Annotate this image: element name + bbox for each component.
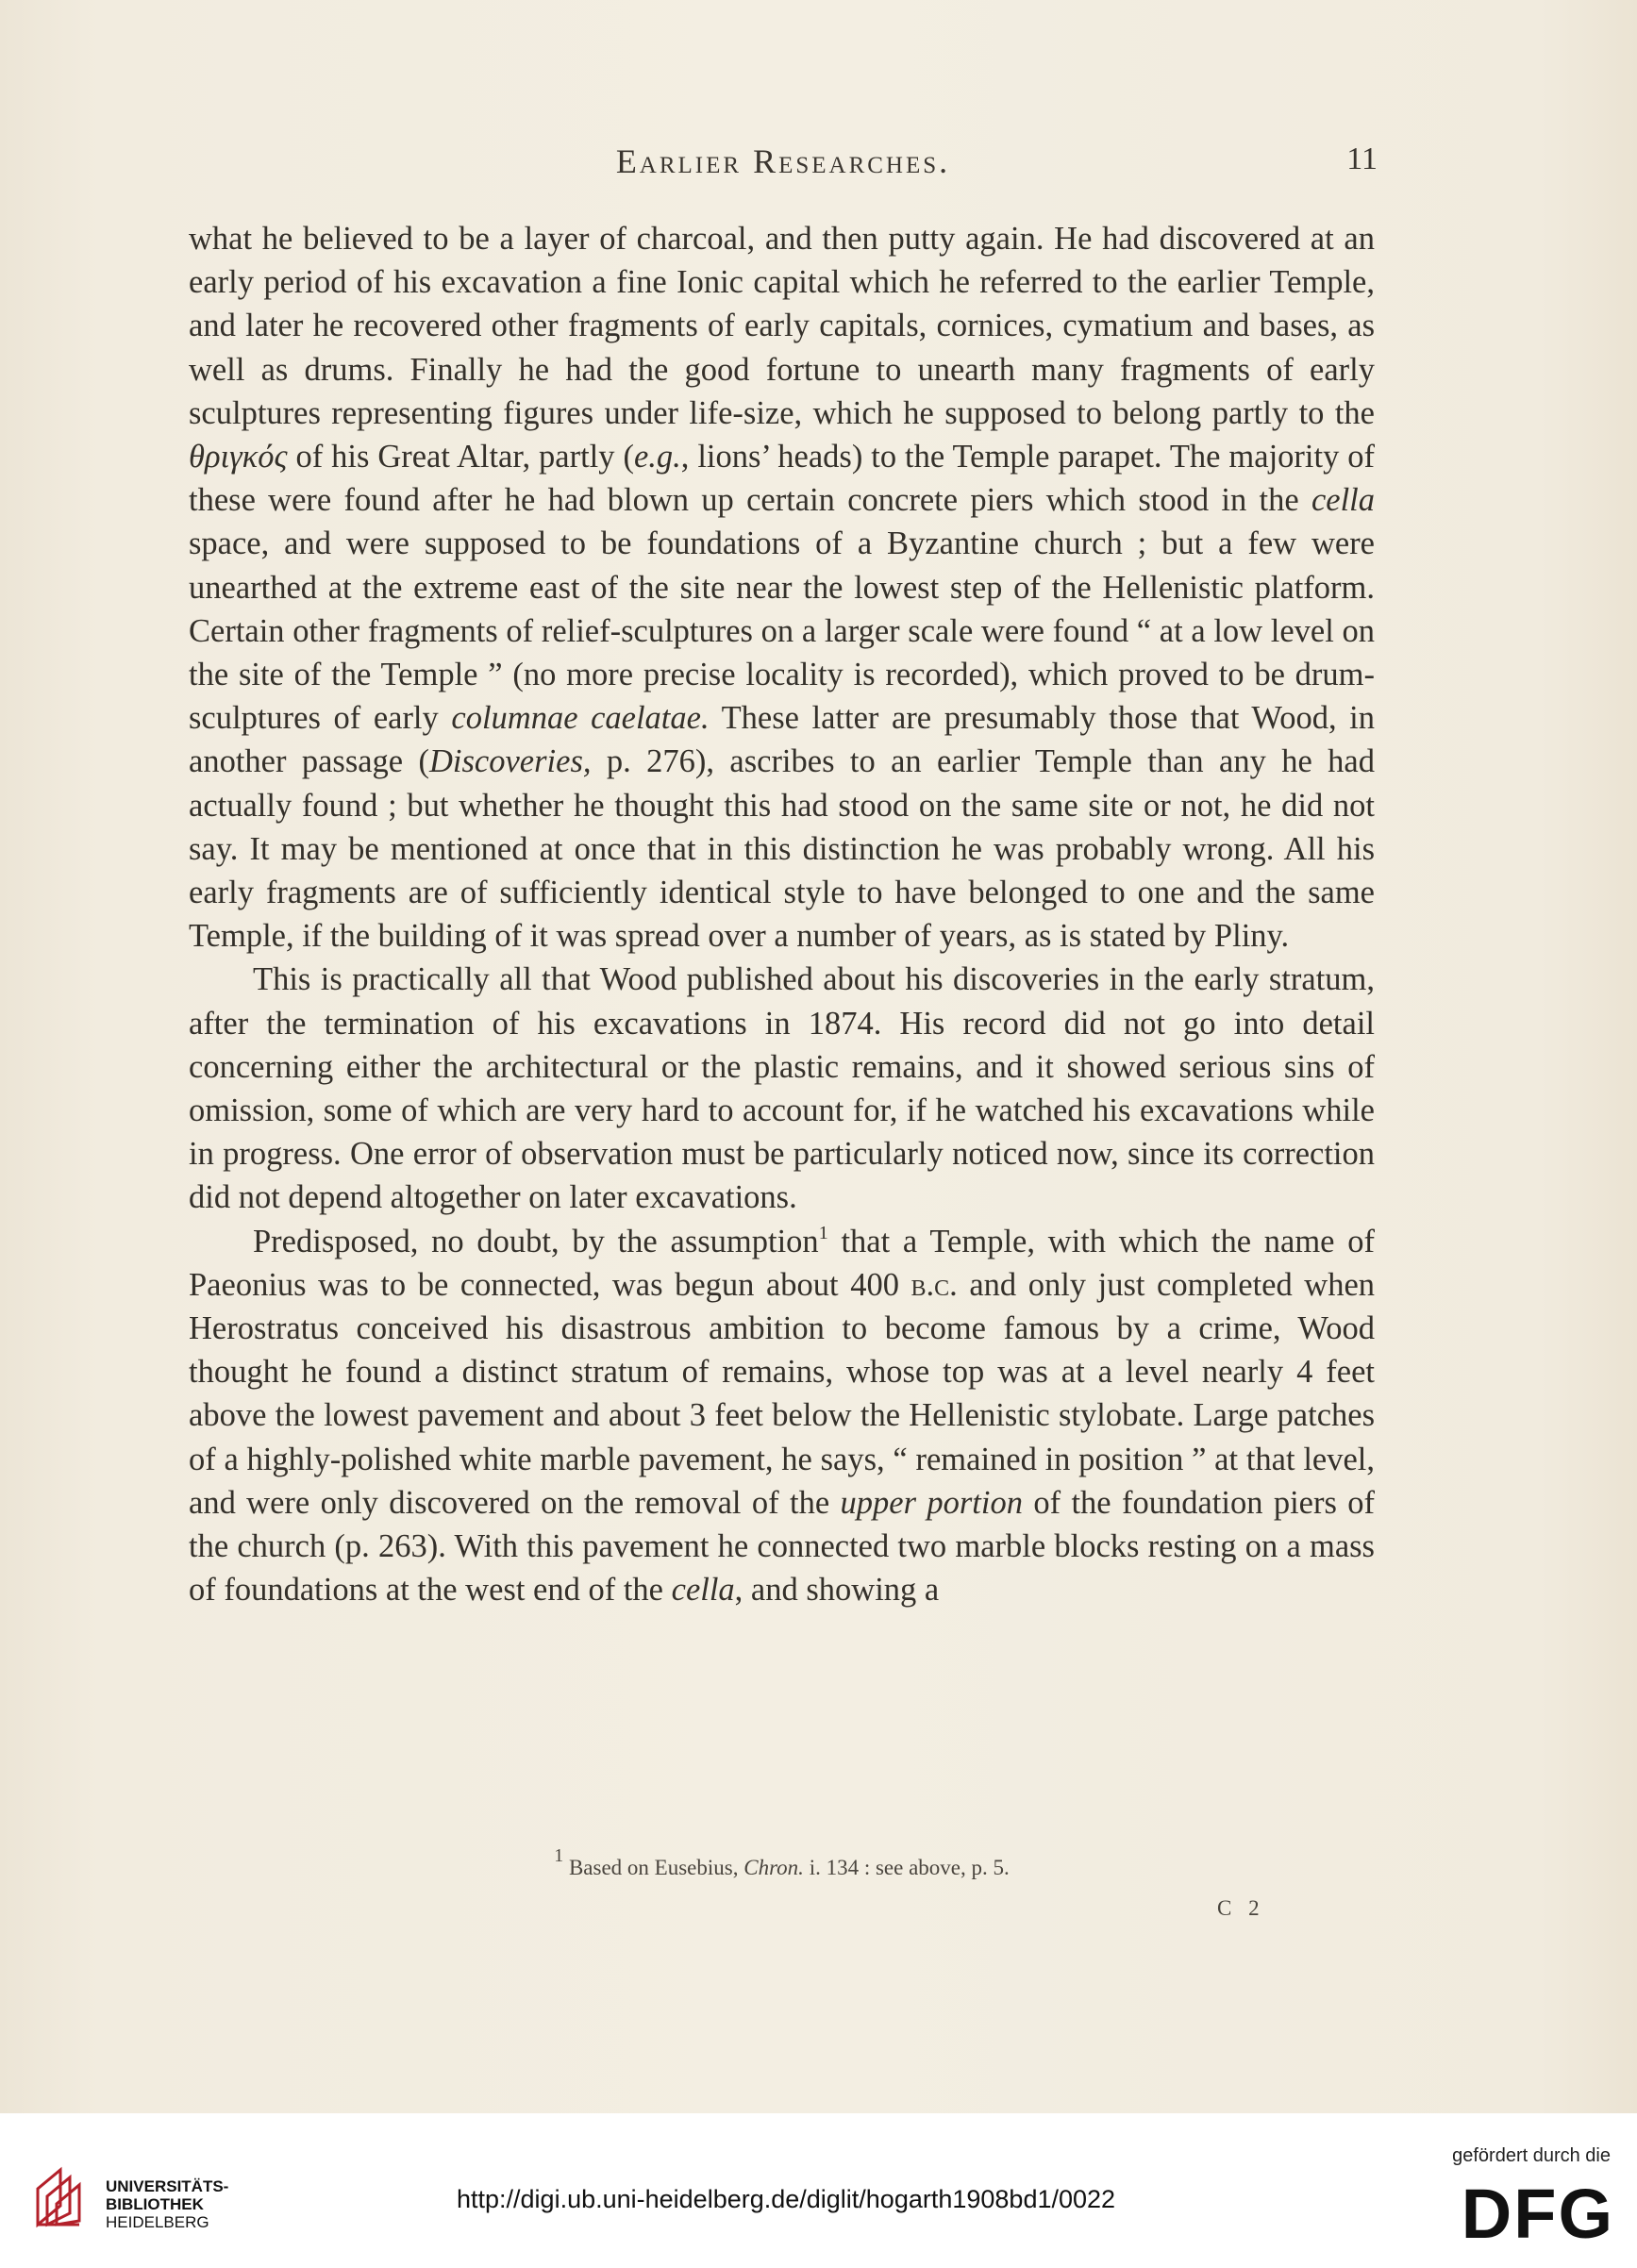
italic-text: columnae caelatae. — [451, 700, 710, 737]
library-name — [106, 2177, 228, 2231]
funding-caption: gefördert durch die — [1452, 2145, 1611, 2166]
text-run: that a Temple, with which the name of Paeonius was to be connected, was begun about 400 — [189, 1223, 1375, 1303]
text-run: and only just completed when Herostratus conceived his disastrous ambition to become famous by a crime, Wood thought he found a distinct stratum of remains, whose top was at a level nearly 4 feet above the lowest pavement and about 3 feet below the Hellenistic stylobate. Large patches of a highly-polished white marble pavement, he says, “ remained in position ” at that level, and were only discovered on the removal of the — [189, 1266, 1376, 1521]
library-name-line: UNIVERSITÄTS- — [106, 2177, 229, 2195]
dfg-logo: DFG — [1461, 2175, 1614, 2253]
paragraph — [189, 1220, 1375, 1612]
running-head — [189, 142, 1378, 198]
text-run: This is practically all that Wood published about his discoveries in the early stratum, after the termination of his excavations in 1874. His record did not go into detail concerning either the architectural or the plastic remains, and it showed serious sins of omission, some of which are very hard to account for, if he watched his excavations while in progress. One error of observation must be particularly noticed now, since its correction did not depend altogether on later excavations. — [189, 961, 1375, 1216]
italic-text: θριγκός — [189, 439, 288, 475]
footnote-marker: 1 — [818, 1222, 828, 1243]
text-run: , lions’ heads) to the Temple parapet. The majority of these were found after he had blown up certain concrete piers which stood in the — [189, 439, 1375, 519]
text-run: of the foundation piers of the church (p. 263). With this pavement he connected two marble blocks resting on a mass of foundations at the west end of the — [189, 1484, 1375, 1609]
text-run: Predisposed, no doubt, by the assumption — [253, 1223, 819, 1259]
italic-text: cella — [1311, 482, 1375, 519]
page-number: 11 — [1346, 142, 1378, 176]
paragraph — [189, 217, 1375, 958]
italic-text: e.g. — [633, 439, 681, 475]
italic-text: cella — [671, 1572, 735, 1609]
italic-text: upper portion — [840, 1484, 1023, 1521]
text-run: p. 276), ascribes to an earlier Temple than any he had actually found ; but whether he thought this had stood on the same site or not, he did not say. It may be mentioned at once that in this distinction he was probably wrong. All his early fragments are of sufficiently identical style to have belonged to one and the same Temple, if the building of it was spread over a number of years, as is stated by Pliny. — [189, 743, 1375, 955]
italic-text: Chron. — [743, 1856, 804, 1879]
paragraph — [189, 958, 1375, 1219]
library-name-line: HEIDELBERG — [106, 2213, 209, 2231]
library-logo-icon — [32, 2164, 98, 2230]
library-name-line: BIBLIOTHEK — [106, 2195, 204, 2213]
small-caps-text: b.c. — [910, 1266, 958, 1303]
body-text — [189, 217, 1375, 1612]
italic-text: Discoveries, — [429, 743, 592, 780]
text-run: These latter are presumably those that Wood, in another passage ( — [189, 700, 1376, 780]
text-run: Based on Eusebius, — [563, 1856, 744, 1879]
footnote — [189, 1845, 1375, 1880]
signature-mark: C 2 — [1217, 1896, 1265, 1920]
text-run: i. 134 : see above, p. 5. — [803, 1856, 1010, 1879]
text-run: , and showing a — [734, 1572, 940, 1609]
footnote-marker: 1 — [554, 1845, 564, 1866]
source-url-link[interactable]: http://digi.ub.uni-heidelberg.de/diglit/hogarth1908bd1/0022 — [457, 2185, 1116, 2213]
text-run: what he believed to be a layer of charcoal, and then putty again. He had discovered at an early period of his excavation a fine Ionic capital which he referred to the earlier Temple, and later he recovered other fragments of early capitals, cornices, cymatium and bases, as well as drums. Finally he had the good fortune to unearth many fragments of early sculptures representing figures under life-size, which he supposed to belong partly to the — [189, 221, 1375, 431]
footer-bar — [0, 2113, 1637, 2268]
text-run: space, and were supposed to be foundations of a Byzantine church ; but a few were unearthed at the extreme east of the site near the lowest step of the Hellenistic platform. Certain other fragments of relief-sculptures on a larger scale were found “ at a low level on the site of the Temple ” (no more precise locality is recorded), which proved to be drum-sculptures of early — [189, 525, 1375, 737]
text-run: of his Great Altar, partly ( — [287, 439, 634, 475]
running-title: Earlier Researches. — [615, 142, 951, 180]
